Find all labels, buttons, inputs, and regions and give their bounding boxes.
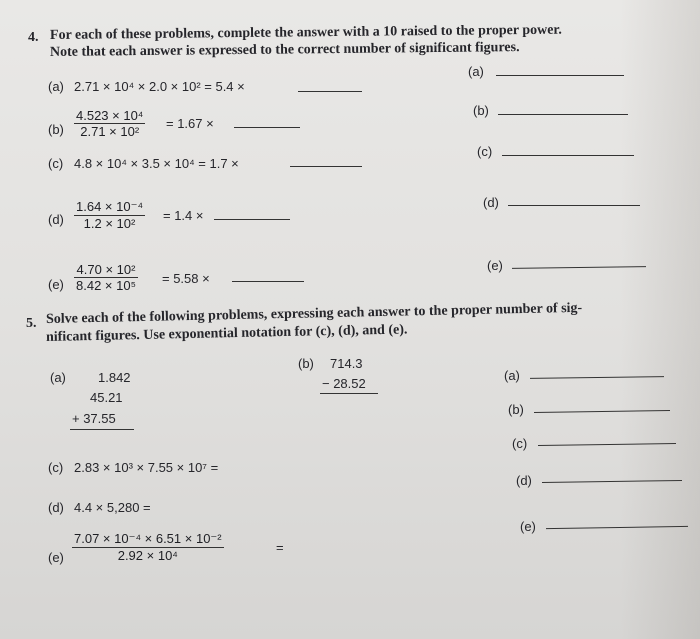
- q4-answer-c-label: (c): [477, 144, 493, 159]
- q5b-number1: 714.3: [330, 356, 363, 371]
- q5-instructions-line2: nificant figures. Use exponential notation for (c), (d), and (e).: [45, 322, 408, 345]
- q4-answer-a-label: (a): [468, 64, 484, 79]
- q4b-numerator: 4.523 × 10⁴: [76, 108, 144, 123]
- q4d-blank[interactable]: [214, 219, 290, 220]
- q5e-rhs: =: [276, 540, 284, 555]
- q5a-number2: 45.21: [90, 390, 123, 405]
- q5d-expression: 4.4 × 5,280 =: [74, 500, 151, 515]
- q4-answer-e-label: (e): [487, 258, 503, 273]
- q4-instructions-line2: Note that each answer is expressed to the correct number of significant figures.: [49, 40, 520, 60]
- q4b-fraction: [74, 108, 145, 139]
- q4-answer-a-line[interactable]: [496, 75, 624, 76]
- q5-answer-d-label: (d): [516, 473, 532, 488]
- q4-answer-b-label: (b): [473, 103, 489, 118]
- q4d-denominator: 1.2 × 10²: [74, 215, 145, 231]
- q5e-denominator: 2.92 × 10⁴: [72, 547, 224, 563]
- q4d-numerator: 1.64 × 10⁻⁴: [76, 199, 144, 214]
- q5-answer-e-label: (e): [520, 519, 536, 534]
- q5b-label: (b): [298, 356, 314, 371]
- q4e-denominator: 8.42 × 10⁵: [76, 278, 136, 293]
- q4e-numerator: 4.70 × 10²: [76, 262, 136, 277]
- q4d-fraction: [74, 199, 145, 231]
- q5a-sum-line: [70, 429, 134, 430]
- q5d-label: (d): [48, 500, 64, 515]
- q4-answer-b-line[interactable]: [498, 114, 628, 115]
- q4e-fraction: [74, 262, 138, 293]
- q5e-label: (e): [48, 550, 64, 565]
- q5-answer-a-label: (a): [504, 368, 520, 383]
- q4c-label: (c): [48, 156, 64, 171]
- q4c-blank[interactable]: [290, 166, 362, 167]
- q4d-rhs: = 1.4 ×: [163, 208, 204, 223]
- q5b-number2: − 28.52: [322, 376, 366, 391]
- q5a-number3: + 37.55: [72, 411, 116, 426]
- q4-instructions-line1: For each of these problems, complete the answer with a 10 raised to the proper power.: [49, 22, 562, 43]
- q4e-blank[interactable]: [232, 281, 304, 282]
- q5b-difference-line: [320, 393, 378, 394]
- q4a-blank[interactable]: [298, 91, 362, 92]
- q4-answer-d-label: (d): [483, 195, 499, 210]
- q4a-label: (a): [48, 79, 64, 94]
- q4c-expression: 4.8 × 10⁴ × 3.5 × 10⁴ = 1.7 ×: [74, 156, 239, 171]
- q5e-numerator: 7.07 × 10⁻⁴ × 6.51 × 10⁻²: [74, 531, 222, 546]
- q4-number: 4.: [28, 30, 39, 45]
- q5a-number1: 1.842: [98, 370, 131, 385]
- page-edge-shadow: [620, 0, 700, 639]
- q5a-label: (a): [50, 370, 66, 385]
- q4e-rhs: = 5.58 ×: [162, 271, 210, 286]
- q5e-fraction: [72, 531, 224, 563]
- q4-answer-c-line[interactable]: [502, 155, 634, 156]
- q5-number: 5.: [26, 316, 37, 331]
- q5-answer-c-label: (c): [512, 436, 528, 451]
- q4b-label: (b): [48, 122, 64, 137]
- q5c-label: (c): [48, 460, 64, 475]
- q4b-blank[interactable]: [234, 127, 300, 128]
- q4e-label: (e): [48, 277, 64, 292]
- q4b-rhs: = 1.67 ×: [166, 116, 214, 131]
- q4a-expression: 2.71 × 10⁴ × 2.0 × 10² = 5.4 ×: [74, 79, 245, 94]
- q5c-expression: 2.83 × 10³ × 7.55 × 10⁷ =: [74, 460, 219, 475]
- q4d-label: (d): [48, 212, 64, 227]
- q5-instructions-line1: Solve each of the following problems, expressing each answer to the proper number of sig-: [45, 300, 583, 327]
- q4b-denominator: 2.71 × 10²: [74, 123, 145, 139]
- q5-answer-b-label: (b): [508, 402, 524, 417]
